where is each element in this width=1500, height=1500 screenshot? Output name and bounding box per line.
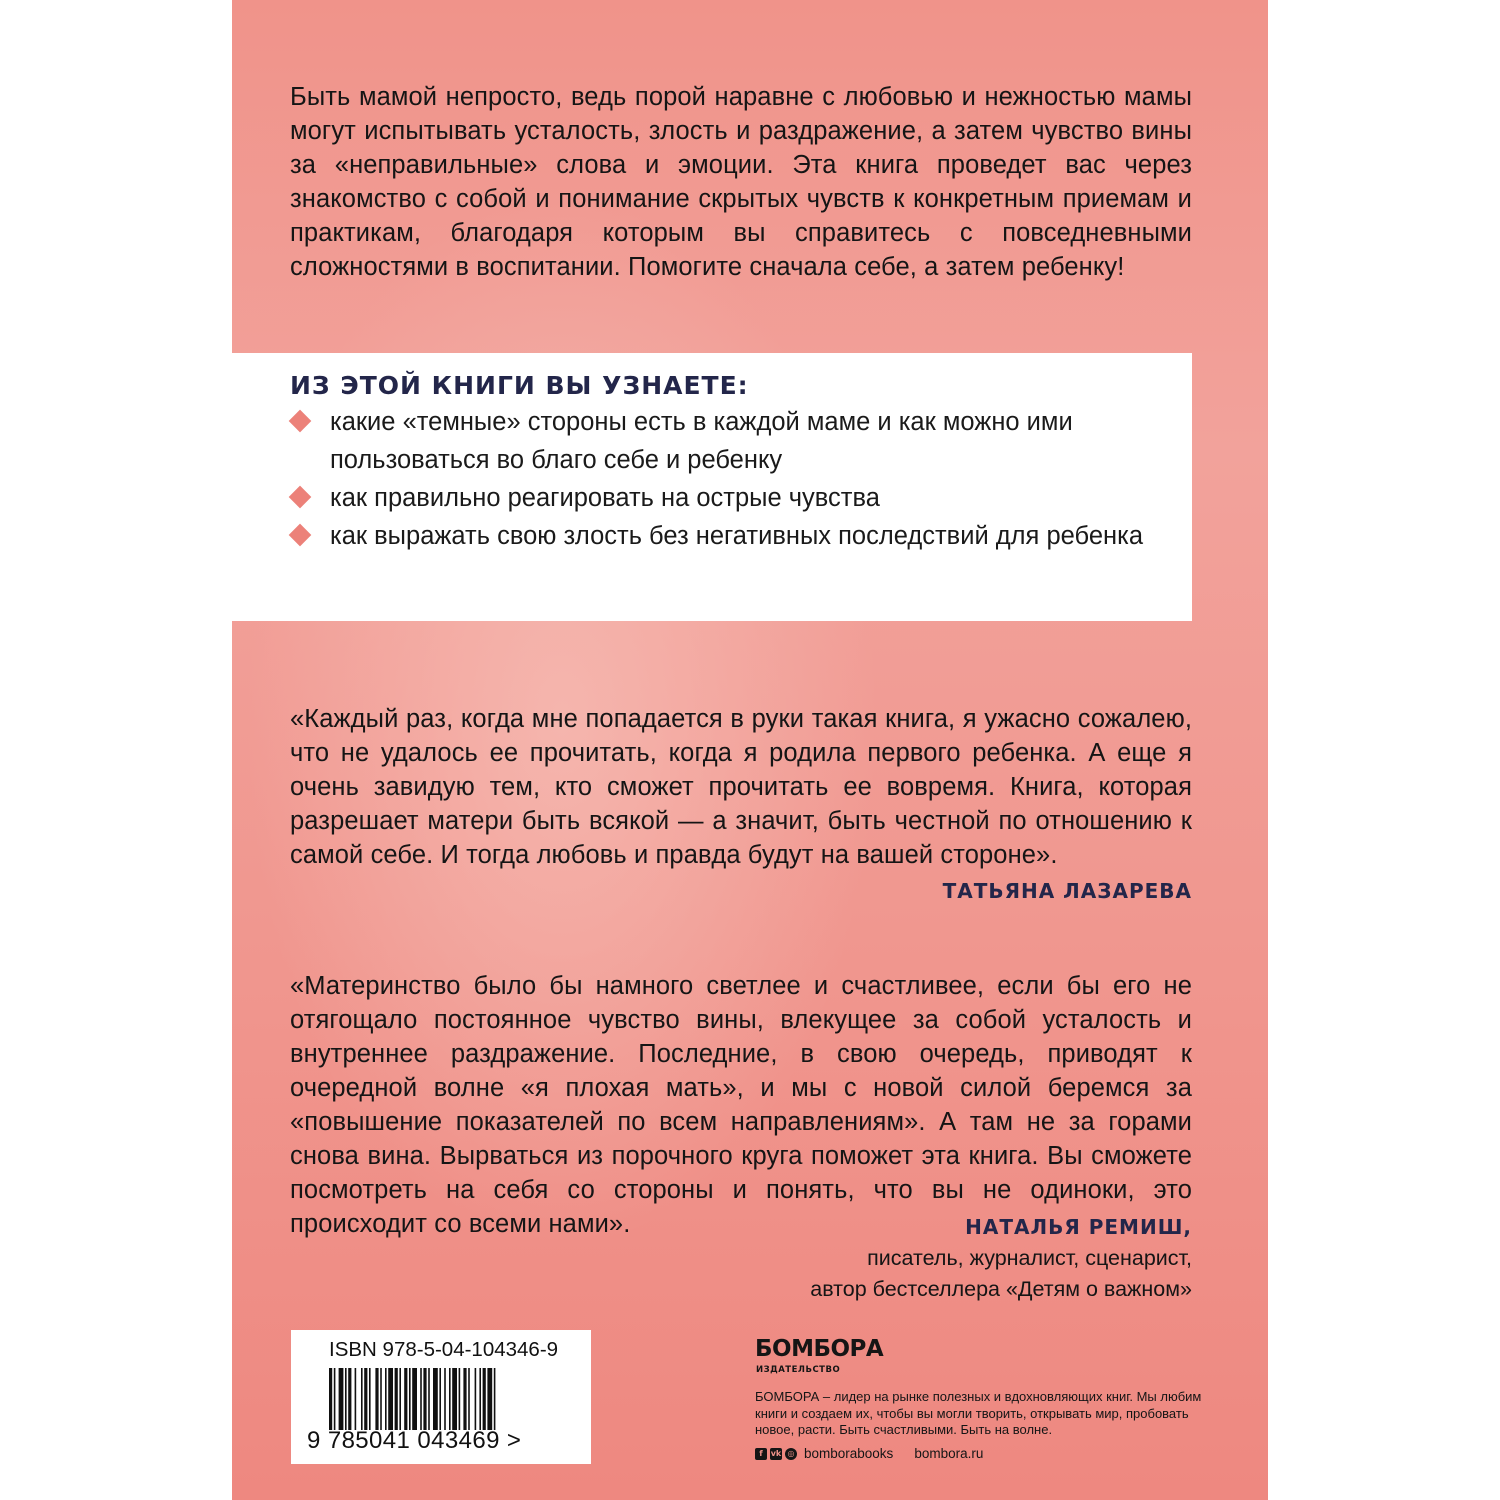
diamond-bullet-icon <box>289 486 312 509</box>
barcode-bar <box>364 1368 367 1430</box>
barcode-bar <box>433 1368 438 1430</box>
barcode-bar <box>459 1368 461 1430</box>
publisher-website[interactable]: bombora.ru <box>914 1446 984 1461</box>
barcode-bar <box>475 1368 477 1430</box>
learn-item-text: как выражать свою злость без негативных последствий для ребенка <box>330 522 1143 550</box>
barcode-bar <box>355 1368 357 1430</box>
barcode-bar <box>375 1368 378 1430</box>
barcode-bar <box>409 1368 411 1430</box>
isbn-barcode <box>291 1330 591 1464</box>
barcode-bar <box>388 1368 393 1430</box>
vk-icon[interactable]: vk <box>770 1448 782 1458</box>
barcode-bar <box>334 1368 336 1430</box>
barcode-bar <box>439 1368 441 1430</box>
diamond-bullet-icon <box>289 410 312 433</box>
review-author-name: ТАТЬЯНА ЛАЗАРЕВА <box>942 879 1192 903</box>
barcode-bar <box>348 1368 351 1430</box>
barcode-bar <box>468 1368 470 1430</box>
review-signature-remish <box>810 1212 1192 1305</box>
review-quote-lazareva: «Каждый раз, когда мне попадается в руки такая книга, я ужасно сожалею, что не удалось ее прочитать, когда я родила первого ребенка. А еще я очень завидую тем, кто сможет прочитать ее вовремя. Книга, которая разрешает матери быть всякой — а значит, быть честной по отношению к самой себе. И тогда любовь и правда будут на вашей стороне». <box>290 704 1192 869</box>
social-handle[interactable]: bomborabooks <box>804 1446 894 1461</box>
review-author-name: НАТАЛЬЯ РЕМИШ, <box>965 1215 1192 1239</box>
barcode-bar <box>345 1368 347 1430</box>
learn-title: ИЗ ЭТОЙ КНИГИ ВЫ УЗНАЕТЕ: <box>290 371 749 400</box>
barcode-bar <box>380 1368 382 1430</box>
review-author-role: писатель, журналист, сценарист, <box>867 1246 1192 1270</box>
barcode-bar <box>361 1368 363 1430</box>
publisher-description: БОМБОРА – лидер на рынке полезных и вдохновляющих книг. Мы любим книги и создаем их, чтобы вы могли творить, открывать мир, пробовать новое, расти. Быть счастливыми. Быть на волне. <box>755 1389 1202 1437</box>
barcode-bar <box>395 1368 398 1430</box>
barcode-bar <box>452 1368 457 1430</box>
barcode-bar <box>494 1368 496 1430</box>
review-author-role: автор бестселлера «Детям о важном» <box>810 1277 1192 1301</box>
instagram-icon[interactable]: ◎ <box>785 1448 797 1460</box>
barcode-bar <box>369 1368 371 1430</box>
learn-list <box>290 403 1170 555</box>
barcode-bar <box>420 1368 422 1430</box>
barcode-bar <box>483 1368 486 1430</box>
publisher-social <box>755 1446 983 1461</box>
barcode-bar <box>423 1368 426 1430</box>
barcode-bar <box>385 1368 387 1430</box>
publisher-logo-subtitle: ИЗДАТЕЛЬСТВО <box>756 1365 841 1375</box>
learn-item-text: как правильно реагировать на острые чувства <box>330 484 880 512</box>
learn-item <box>290 517 1170 555</box>
barcode-bar <box>399 1368 401 1430</box>
publisher-logo: БОМБОРА <box>755 1336 884 1362</box>
barcode-bar <box>444 1368 446 1430</box>
isbn-digits: 9 785041 043469 > <box>307 1427 522 1454</box>
barcode-bars-icon <box>329 1368 555 1430</box>
barcode-bar <box>404 1368 407 1430</box>
barcode-bar <box>463 1368 466 1430</box>
diamond-bullet-icon <box>289 524 312 547</box>
isbn-label: ISBN 978-5-04-104346-9 <box>329 1338 559 1361</box>
learn-item-text: какие «темные» стороны есть в каждой маме и как можно ими пользоваться во благо себе и ребенку <box>330 408 1073 474</box>
barcode-bar <box>479 1368 481 1430</box>
facebook-icon[interactable]: f <box>755 1448 767 1460</box>
review-signature-lazareva <box>943 876 1192 907</box>
barcode-bar <box>428 1368 430 1430</box>
barcode-bar <box>339 1368 344 1430</box>
book-back-cover <box>232 0 1268 1500</box>
barcode-bar <box>329 1368 332 1430</box>
barcode-bar <box>412 1368 417 1430</box>
barcode-bar <box>487 1368 492 1430</box>
intro-paragraph: Быть мамой непросто, ведь порой наравне с любовью и нежностью мамы могут испытывать усталость, злость и раздражение, а затем чувство вины за «неправильные» слова и эмоции. Эта книга проведет вас через знакомство с собой и понимание скрытых чувств к конкретным приемам и практикам, благодаря которым вы справитесь с повседневными сложностями в воспитании. Помогите сначала себе, а затем ребенку! <box>290 82 1192 281</box>
learn-item <box>290 479 1170 517</box>
review-quote-remish: «Материнство было бы намного светлее и счастливее, если бы его не отягощало постоянное чувство вины, влекущее за собой усталость и внутреннее раздражение. Последние, в свою очередь, приводят к очередной волне «я плохая мать», и мы с новой силой беремся за «повышение показателей по всем направлениям». А там не за горами снова вина. Вырваться из порочного круга поможет эта книга. Вы сможете посмотреть на себя со стороны и понять, что вы не одиноки, это происходит со всеми нами». <box>290 971 1192 1238</box>
learn-item <box>290 403 1170 479</box>
learn-box <box>232 353 1192 621</box>
barcode-bar <box>449 1368 451 1430</box>
